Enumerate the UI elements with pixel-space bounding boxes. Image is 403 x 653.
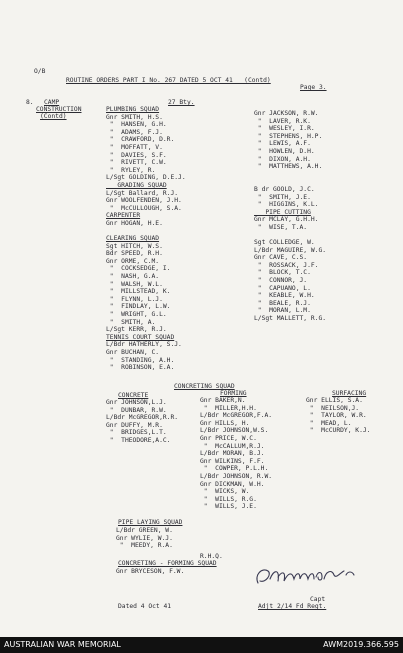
roll-entry: " LAVER, R.K. <box>254 117 311 125</box>
pipe-laying-heading: PIPE LAYING SQUAD <box>118 519 183 526</box>
roll-entry: Gnr ELLIS, S.A. <box>306 397 363 404</box>
archive-reference: AWM2019.366.595 <box>323 640 399 649</box>
left-nominal-roll <box>106 106 186 372</box>
roll-entry: " MORAN, L.M. <box>254 307 311 315</box>
roll-entry: " NASH, G.A. <box>106 273 160 281</box>
squad-heading: PLUMBING SQUAD <box>106 106 160 113</box>
roll-entry: " MILLSTEAD, K. <box>106 288 171 296</box>
roll-entry: Gnr SMITH, H.S. <box>106 113 163 121</box>
roll-entry: " SMITH, J.E. <box>254 193 311 201</box>
date-line: Dated 4 Oct 41 <box>118 603 172 610</box>
roll-entry: " MILLER,H.H. <box>200 404 257 412</box>
rhq-squad-heading: CONCRETING - FORMING SQUAD <box>118 560 217 567</box>
roll-entry: Gnr ORME, C.M. <box>106 257 160 265</box>
roll-entry: Gnr BUCHAN, C. <box>106 349 160 356</box>
roll-entry: L/Bdr JOHNSON,W.S. <box>200 427 269 435</box>
roll-entry: L/Bdr McGREGOR,R.R. <box>106 414 179 422</box>
signatory-rank: Capt <box>310 596 326 603</box>
roll-entry: " HOWLEN, D.H. <box>254 147 315 155</box>
roll-entry: " ROBINSON, E.A. <box>106 364 175 372</box>
document-title: ROUTINE ORDERS PART I No. 267 DATED 5 OCT 41 (Contd) <box>66 77 271 84</box>
roll-entry: Bdr SPEED, R.H. <box>106 250 163 258</box>
roll-entry: " DIXON, A.H. <box>254 155 311 163</box>
roll-entry: " MATTHEWS, A.H. <box>254 163 323 171</box>
roll-entry: " WICKS, W. <box>200 488 250 496</box>
roll-entry: " LEWIS, A.F. <box>254 140 311 148</box>
ob-mark: O/B <box>34 68 46 75</box>
roll-entry: " HIGGINS, K.L. <box>254 201 319 209</box>
roll-entry: Gnr HILLS, H. <box>200 419 250 427</box>
roll-entry: " WISE, T.A. <box>254 223 308 231</box>
roll-entry: Sgt COLLEDGE, W. <box>254 239 315 247</box>
roll-entry: " THEODORE,A.C. <box>106 436 171 444</box>
page-number: Page 3. <box>300 84 327 91</box>
roll-entry: " BEALE, R.J. <box>254 299 311 307</box>
roll-entry <box>254 171 326 179</box>
roll-entry: " STANDING, A.H. <box>106 356 175 364</box>
roll-entry <box>254 232 326 240</box>
roll-entry: " McCALLUM,R.J. <box>200 442 265 450</box>
archive-footer <box>0 637 403 653</box>
roll-entry: Gnr DUFFY, M.R. <box>106 421 163 429</box>
roll-entry: Gnr HOGAN, H.E. <box>106 219 163 227</box>
roll-entry: " WILLS, J.E. <box>200 503 257 511</box>
roll-entry: Gnr WOOLFENDEN, J.H. <box>106 197 182 205</box>
roll-entry: " COWPER, P.L.H. <box>200 465 269 473</box>
roll-entry: " WILLS, R.G. <box>200 495 257 503</box>
concrete-list <box>106 399 178 445</box>
concreting-heading: CONCRETING SQUAD <box>174 383 235 390</box>
roll-entry: L/Sgt Ballard, R.J. <box>106 189 179 197</box>
roll-entry: " WALSH, W.L. <box>106 280 163 288</box>
roll-entry: L/Sgt KERR, R.J. <box>106 326 167 334</box>
roll-entry: " WRIGHT, G.L. <box>106 311 167 319</box>
section-number: 8. <box>26 99 34 106</box>
roll-entry <box>106 228 186 236</box>
right-nominal-roll <box>254 110 326 323</box>
rhq-label: R.H.Q. <box>200 553 223 560</box>
roll-entry: " MEEDY, R.A. <box>116 542 173 550</box>
roll-entry: " CAPUANO, L. <box>254 284 311 292</box>
section-camp: CAMP <box>44 99 60 106</box>
roll-entry: " DUNBAR, R.W. <box>106 406 167 414</box>
roll-entry: " WESLEY, I.R. <box>254 125 315 133</box>
roll-entry: L/Sgt GOLDING, D.E.J. <box>106 174 186 182</box>
section-contd: (Contd) <box>40 113 67 120</box>
roll-entry: L/Bdr MAGUIRE, W.G. <box>254 246 327 254</box>
roll-entry <box>254 178 326 186</box>
section-construction: CONSTRUCTION <box>36 106 82 113</box>
roll-entry: " FINDLAY, L.W. <box>106 303 171 311</box>
roll-entry: " STEPHENS, H.P. <box>254 132 323 140</box>
roll-entry: Gnr BAKER,N. <box>200 397 246 404</box>
roll-entry: " FLYNN, L.J. <box>106 295 163 303</box>
pipe-laying-list <box>116 527 173 550</box>
roll-entry: Gnr JACKSON, R.W. <box>254 110 319 117</box>
roll-entry: " CONNOR, J. <box>254 277 308 285</box>
roll-entry: " MOFFATT, V. <box>106 143 163 151</box>
surfacing-label: SURFACING <box>332 390 367 397</box>
roll-entry: " TAYLOR, W.R. <box>306 412 367 420</box>
forming-list <box>200 397 272 511</box>
squad-heading: GRADING SQUAD <box>106 181 167 189</box>
roll-entry: L/Sgt MALLETT, R.G. <box>254 315 327 323</box>
roll-entry: Gnr CAVE, C.S. <box>254 254 308 262</box>
roll-entry: Sgt HITCH, W.S. <box>106 242 163 250</box>
roll-entry: " ADAMS, F.J. <box>106 128 163 136</box>
roll-entry: " DAVIES, S.F. <box>106 151 167 159</box>
roll-entry: " McCURDY, K.J. <box>306 427 371 435</box>
rhq-squad-member: Gnr BRYCESON, F.W. <box>116 568 185 575</box>
roll-entry: Gnr WYLIE, W.J. <box>116 534 173 542</box>
roll-entry: L/Bdr HATHERLY, S.J. <box>106 341 182 349</box>
battery-label: 27 Bty. <box>168 99 195 106</box>
roll-entry: " RYLEY, R. <box>106 166 156 174</box>
roll-entry: " CRAWFORD, D.R. <box>106 136 175 144</box>
roll-entry: " KEABLE, W.H. <box>254 292 315 300</box>
roll-entry: " BRIDGES,L.T. <box>106 429 167 437</box>
squad-heading: PIPE CUTTING <box>254 208 311 216</box>
roll-entry: Gnr PRICE, W.C. <box>200 434 257 442</box>
concrete-label: CONCRETE <box>118 392 149 399</box>
archive-name: AUSTRALIAN WAR MEMORIAL <box>4 640 121 649</box>
roll-entry: Gnr MCLAY, G.H.H. <box>254 216 319 224</box>
squad-heading: CARPENTER <box>106 212 141 220</box>
roll-entry: " COCKSEDGE, I. <box>106 265 171 273</box>
roll-entry: L/Bdr GREEN, W. <box>116 527 173 534</box>
roll-entry: " RIVETT, C.W. <box>106 159 167 167</box>
handwritten-signature <box>252 559 362 593</box>
roll-entry: " NEILSON,J. <box>306 404 360 412</box>
roll-entry: " MEAD, L. <box>306 419 352 427</box>
roll-entry: L/Bdr MORAN, B.J. <box>200 450 265 458</box>
roll-entry: " ROSSACK, J.F. <box>254 261 319 269</box>
forming-label: FORMING <box>220 390 247 397</box>
roll-entry: " McCULLOUGH, S.A. <box>106 204 182 212</box>
roll-entry: " BLOCK, T.C. <box>254 269 311 277</box>
roll-entry: Gnr DICKMAN, W.H. <box>200 480 265 488</box>
roll-entry: L/Bdr McGREGOR,F.A. <box>200 412 273 420</box>
signatory-appointment: Adjt 2/14 Fd Regt. <box>258 603 327 610</box>
roll-entry: " HANSEN, G.H. <box>106 121 167 129</box>
roll-entry: " SMITH, A. <box>106 318 156 326</box>
roll-entry: Gnr WILKINS, F.F. <box>200 457 265 465</box>
squad-heading: CLEARING SQUAD <box>106 235 160 243</box>
roll-entry: B dr GOOLD, J.C. <box>254 185 315 193</box>
squad-heading: TENNIS COURT SQUAD <box>106 333 175 341</box>
surfacing-list <box>306 397 370 435</box>
roll-entry: Gnr JOHNSON,L.J. <box>106 399 167 406</box>
roll-entry: L/Bdr JOHNSON, R.W. <box>200 472 273 480</box>
